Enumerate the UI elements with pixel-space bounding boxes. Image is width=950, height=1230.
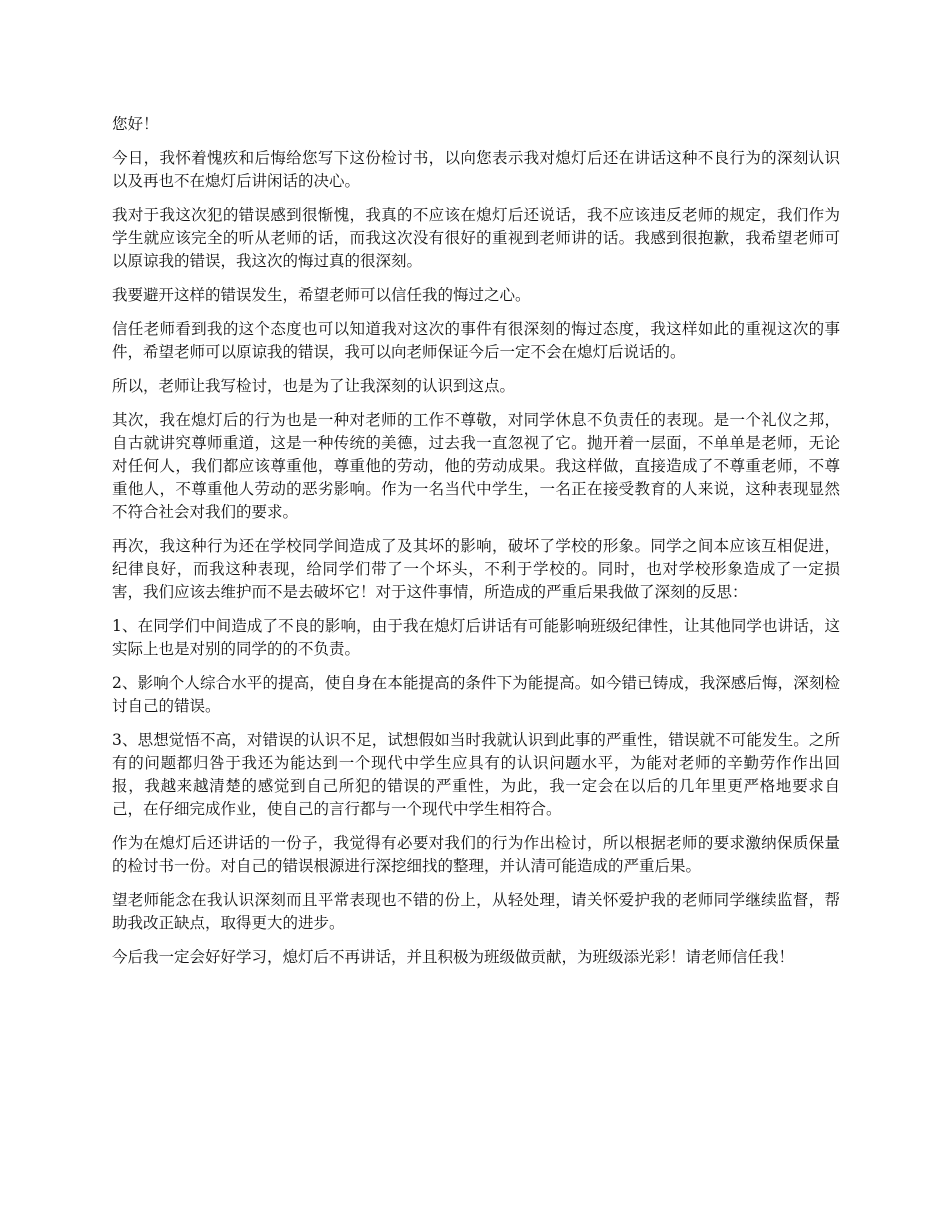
body-paragraph: 其次，我在熄灯后的行为也是一种对老师的工作不尊敬，对同学休息不负责任的表现。是一个礼仪之邦，自古就讲究尊师重道，这是一种传统的美德，过去我一直忽视了它。抛开着一层面，不单单是老师，无论对任何人，我们都应该尊重他，尊重他的劳动，他的劳动成果。我这样做，直接造成了不尊重老师，不尊重他人，不尊重他人劳动的恶劣影响。作为一名当代中学生，一名正在接受教育的人来说，这种表现显然不符合社会对我们的要求。	[112, 411, 840, 521]
body-paragraph: 信任老师看到我的这个态度也可以知道我对这次的事件有很深刻的悔过态度，我这样如此的重视这次的事件，希望老师可以原谅我的错误，我可以向老师保证今后一定不会在熄灯后说话的。	[112, 320, 840, 361]
list-item-paragraph: 1、在同学们中间造成了不良的影响，由于我在熄灯后讲话有可能影响班级纪律性，让其他同学也讲话，这实际上也是对别的同学的的不负责。	[112, 617, 840, 658]
body-paragraph: 所以，老师让我写检讨，也是为了让我深刻的认识到这点。	[112, 377, 516, 395]
document-body	[112, 113, 840, 980]
body-paragraph: 我对于我这次犯的错误感到很惭愧，我真的不应该在熄灯后还说话，我不应该违反老师的规定，我们作为学生就应该完全的听从老师的话，而我这次没有很好的重视到老师讲的话。我感到很抱歉，我希望老师可以原谅我的错误，我这次的悔过真的很深刻。	[112, 206, 840, 270]
closing-paragraph: 今后我一定会好好学习，熄灯后不再讲话，并且积极为班级做贡献，为班级添光彩！请老师信任我！	[112, 948, 795, 966]
list-item-paragraph: 3、思想觉悟不高，对错误的认识不足，试想假如当时我就认识到此事的严重性，错误就不可能发生。之所有的问题都归咎于我还为能达到一个现代中学生应具有的认识问题水平，为能对老师的辛勤劳作作出回报，我越来越清楚的感觉到自己所犯的错误的严重性，为此，我一定会在以后的几年里更严格地要求自己，在仔细完成作业，使自己的言行都与一个现代中学生相符合。	[112, 731, 840, 818]
list-item-paragraph: 2、影响个人综合水平的提高，使自身在本能提高的条件下为能提高。如今错已铸成，我深感后悔，深刻检讨自己的错误。	[112, 674, 840, 715]
body-paragraph: 再次，我这种行为还在学校同学间造成了及其坏的影响，破坏了学校的形象。同学之间本应该互相促进，纪律良好，而我这种表现，给同学们带了一个坏头，不利于学校的。同时，也对学校形象造成了一定损害，我们应该去维护而不是去破坏它！对于这件事情，所造成的严重后果我做了深刻的反思：	[112, 537, 840, 601]
body-paragraph: 望老师能念在我认识深刻而且平常表现也不错的份上，从轻处理，请关怀爱护我的老师同学继续监督，帮助我改正缺点，取得更大的进步。	[112, 891, 840, 932]
body-paragraph: 作为在熄灯后还讲话的一份子，我觉得有必要对我们的行为作出检讨，所以根据老师的要求激纳保质保量的检讨书一份。对自己的错误根源进行深挖细找的整理，并认清可能造成的严重后果。	[112, 834, 840, 875]
greeting-paragraph: 您好！	[112, 115, 159, 133]
intro-paragraph: 今日，我怀着愧疚和后悔给您写下这份检讨书，以向您表示我对熄灯后还在讲话这种不良行为的深刻认识以及再也不在熄灯后讲闲话的决心。	[112, 149, 840, 190]
body-paragraph: 我要避开这样的错误发生，希望老师可以信任我的悔过之心。	[112, 286, 531, 304]
